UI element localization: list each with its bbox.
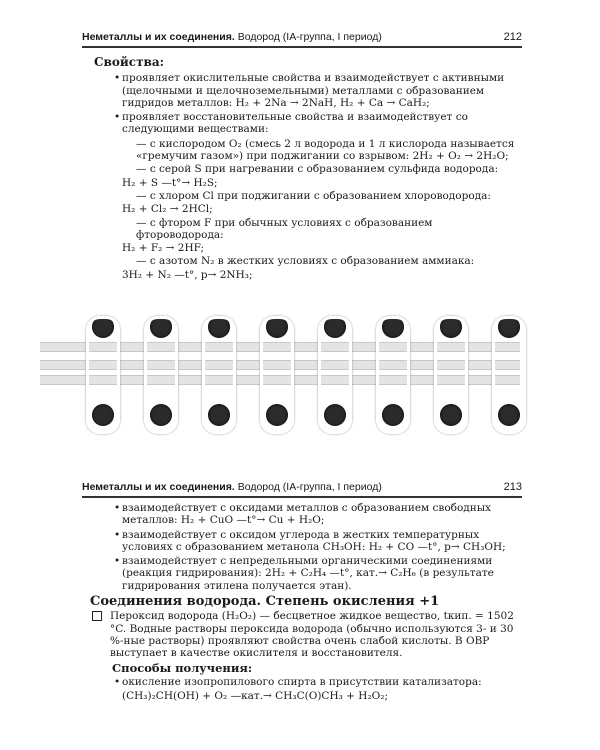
property-list [82,72,522,135]
spiral-ring [434,316,468,434]
list-item: • проявляет восстановительные свойства и взаимодействует со следующими веществами: [82,111,522,136]
header-title-bold: Неметаллы и их соединения. [82,481,235,493]
page-number: 213 [503,481,522,493]
sub-item: — с хлором Cl при поджигании с образованием хлороводорода: [136,189,491,202]
spiral-binding [0,300,600,450]
list-item: • взаимодействует с оксидом углерода в жестких температурных условиях с образованием метанола CH₃OH: H₂ + CO —t°, p→ CH₃OH; [82,529,522,554]
page-header [82,30,522,48]
sub-item: — с кислородом O₂ (смесь 2 л водорода и 1 л кислорода называется «гремучим газом») при поджигании со взрывом: 2H₂ + O₂ → 2H₂O; [136,137,515,163]
checkbox-square-icon [92,611,102,621]
header-title-rest: Водород (IA-группа, I период) [237,31,382,43]
sub-item: — с азотом N₂ в жестких условиях с образованием аммиака: [136,255,475,268]
header-title-rest: Водород (IA-группа, I период) [237,481,382,493]
list-item: • взаимодействует с оксидами металлов с образованием свободных металлов: H₂ + CuO —t°→ Cu + H₂O; [82,502,522,527]
section-title: Соединения водорода. Степень окисления +1 [90,594,440,610]
spiral-ring [376,316,410,434]
equation: H₂ + F₂ → 2HF; [122,242,205,255]
page-header [82,480,522,498]
peroxide-item [82,610,522,659]
section-title: Свойства: [94,55,165,69]
peroxide-text: Пероксид водорода (H₂O₂) — бесцветное жидкое вещество, tкип. = 1502 °C. Водные растворы пероксида водорода (обычно используются 3- и 30 %-ные растворы) проявляют свойства очень слабой кислоты. В ОВР выступает в качестве окислителя и восстановителя. [110,610,514,660]
page-content [82,56,522,282]
top-page [82,30,522,315]
method-list [82,676,522,688]
list-item: • проявляет окислительные свойства и взаимодействует с активными (щелочными и щелочноземельными) металлами с образованием гидридов металлов: H₂ + 2Na → 2NaH, H₂ + Ca → CaH₂; [82,72,522,109]
equation: (CH₃)₂CH(OH) + O₂ —кат.→ CH₃C(O)CH₃ + H₂O₂; [122,690,389,703]
page-number: 212 [503,31,522,43]
sub-item: — с серой S при нагревании с образованием сульфида водорода: [136,163,499,176]
sub-item: — с фтором F при обычных условиях с образованием фтороводорода: [136,216,433,241]
page-content [82,502,522,703]
list-item: • взаимодействует с непредельными органическими соединениями (реакция гидрирования): 2H₂ + C₂H₄ —t°, кат.→ C₂H₆ (в результате гидрирования этилена получается этан). [82,555,522,592]
equation: 3H₂ + N₂ —t°, p→ 2NH₃; [122,268,253,281]
equation: H₂ + Cl₂ → 2HCl; [122,203,213,216]
property-list [82,502,522,592]
bottom-page [82,480,522,745]
subheading: Способы получения: [112,660,253,675]
header-title-bold: Неметаллы и их соединения. [82,31,235,43]
spiral-ring [86,316,120,434]
spiral-ring [202,316,236,434]
list-item: • окисление изопропилового спирта в присутствии катализатора: [82,676,522,688]
spiral-ring [260,316,294,434]
spiral-ring [492,316,526,434]
spiral-ring [144,316,178,434]
spiral-ring [318,316,352,434]
equation: H₂ + S —t°→ H₂S; [122,176,218,189]
